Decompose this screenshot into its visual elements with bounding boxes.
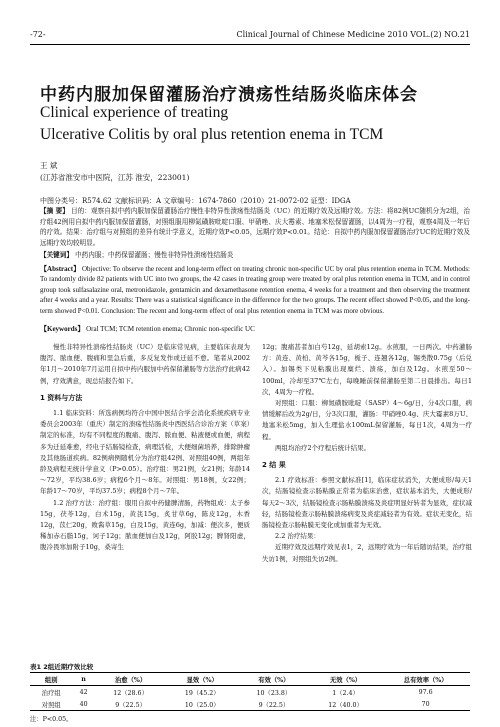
classification-line: 中图分类号：R574.62 文献标识码：A 文章编号：1674-7860（2010）21-0072-02 证型：IDGA (40, 197, 351, 205)
keywords-cn-text: 中药内服；中药保留灌肠；慢性非特异性溃疡性结肠炎 (75, 251, 234, 259)
results-paragraph: 近期疗效及远期疗效见表1，2，远期疗效为一年后随访结果，治疗组失访1例，对照组失访2例。 (262, 543, 472, 563)
table-header-cell: 组别 (44, 676, 58, 684)
journal-name: Clinical Journal of Chinese Medicine 2010 VOL.(2) NO.21 (236, 30, 470, 39)
table-cell: 10（23.8） (256, 689, 292, 697)
table-header-cell: 治愈（%） (114, 676, 147, 684)
treatment-method-paragraph: 1.2 治疗方法：治疗组：服用自拟中药健脾清肠，药物组成：太子参15g，茯苓12g，白术15g，黄芪15g，炙甘草6g，陈皮12g，木香12g，苡仁20g，败酱草15g，白及15g，黄连6g，加减：便次多，便质稀加赤石脂15g，诃子12g；脓血便加白及12g，阿胶12g；脾肾阳虚，腹冷畏寒加附子10g，桑寄生 (40, 498, 250, 552)
table-header-cell: 总有效率（%） (403, 676, 448, 684)
results-heading-paragraph: 2.2 治疗结果： (275, 532, 320, 541)
control-group-paragraph: 对照组：口服：柳氮磺胺吡啶（SASP）4～6g/日，分4次口服，病情缓解后改为2g/日，分3次口服，灌肠：甲硝唑0.4g、庆大霉素8万U、地塞米松5mg，加入生理盐水100mL保留灌肠，每日1次，4周为一疗程。 (262, 399, 472, 441)
author: 王 斌 (40, 161, 58, 170)
keywords-en-text: Oral TCM; TCM retention enema; Chronic non-specific UC (86, 325, 255, 333)
page-number: -72- (30, 30, 46, 39)
table-header-cell: 有效（%） (258, 676, 290, 684)
title-chinese: 中药内服加保留灌肠治疗溃疡性结肠炎临床体会 (40, 85, 418, 105)
efficacy-criteria-paragraph: 2.1 疗效标准：参照文献标准[1]，临床症状消失，大便成形/每天1次，结肠镜检查示肠粘膜正常者为临床治愈，症状基本消失，大便成形/每天2～3次，结肠镜检查示肠粘膜溃疡及炎症明显好转者为显效，症状减轻，结肠镜检查示肠粘膜溃疡病变及炎症减轻者为有效。症状无变化，结肠镜检查示肠粘膜无变化或加重者为无效。 (262, 476, 472, 530)
keywords-chinese (40, 250, 470, 261)
table-row (30, 698, 470, 711)
body-right-column (262, 342, 472, 565)
title-english-line1: Clinical experience of treating (40, 104, 229, 121)
table-cell: 12（40.0） (328, 701, 363, 709)
intro-paragraph: 慢性非特异性溃疡性结肠炎（UC）是临床常见病，主要临床表现为腹泻、脓血便、腹痛和里急后重，多反复发作或迁延不愈。笔者从2002年1月～2010年7月运用自拟中药内服加中药保留灌肠等方法治疗此病42例，疗效满意，现总结报告如下。 (40, 343, 250, 385)
table-cell: 12（28.6） (113, 689, 148, 697)
affiliation: (江苏省淮安市中医院，江苏 淮安，223001) (40, 173, 190, 182)
abstract-english (40, 264, 470, 316)
table-row (30, 686, 470, 699)
efficacy-table (30, 672, 470, 711)
table-header-cell: n (81, 675, 86, 683)
keywords-en-label: 【Keywords】 (40, 325, 85, 333)
table-cell: 9（22.5） (115, 701, 146, 709)
table-header-row (30, 673, 470, 686)
table-cell: 10（25.0） (184, 701, 220, 709)
abstract-cn-text: 目的：观察自拟中药内服加保留灌肠治疗慢性非特异性溃疡性结肠炎（UC）的近期疗效及远期疗效。方法：将82例UC随机分为2组，治疗组42例用自拟中药内服加保留灌肠，对照组服用柳氮磺胺吡啶口服、甲硝唑、庆大霉素、地塞米松保留灌肠，以4周为一疗程，观察4周及一年后的疗效。结果：治疗组与对照组的差异有统计学意义，近期疗效P<0.05，远期疗效P<0.01。结论：自拟中药内服加保留灌肠治疗UC的近期疗效及远期疗效均较明显。 (40, 207, 470, 247)
table-cell: 治疗组 (41, 689, 61, 697)
abstract-en-text: Objective: To observe the recent and long-term effect on treating chronic non-specific UC by oral plus retention enema in TCM. Methods: To randomly divide 82 patients with UC into two groups, the 42 cases in treating group were treated by oral plus retention enema in TCM, and in control group took sulfasalazine oral, metronidazole, gentamicin and dexamethasone retention enema, 4 weeks for a treatment and then observing the treatment after 4 weeks and a year. Results: There was a statistical significance in the difference for the two groups. The recent effect showed P<0.05, and the long-term showed P<0.01. Conclusion: The recent and long-term effect of oral plus retention enema in TCM was more obvious. (40, 265, 470, 315)
body-left-column (40, 342, 250, 554)
clinical-data-paragraph: 1.1 临床资料：所选病例均符合中国中医结合学会消化系统疾病专业委员会2003年（重庆）制定的溃疡性结肠炎中西医结合诊治方案（草案）制定的标准，均有不同程度的腹痛、腹泻、脓血便、粘液便或血便，病程多为迁延难愈，经电子结肠镜检查，病理活检，大便细菌培养，排除肿瘤及其他肠道疾病。82例病例随机分为治疗组42例、对照组40例，两组年龄及病程无统计学意义（P>0.05）。治疗组：男21例，女21例；年龄14～72岁，平均38.6岁；病程6个月～8年。对照组：男18例，女22例；年龄17～70岁，平均37.5岁；病程8个月～7年。 (40, 409, 250, 496)
abstract-en-label: 【Abstract】 (40, 265, 81, 273)
table-cell: 97.6 (418, 688, 433, 696)
table-header-cell: 无效（%） (329, 676, 362, 684)
table-cell: 19（45.2） (184, 689, 220, 697)
keywords-cn-label: 【关键词】 (40, 251, 73, 259)
table-cell: 40 (79, 700, 88, 708)
section-heading-results: 2 结 果 (262, 461, 286, 470)
table-cell: 42 (79, 688, 88, 696)
treatment-continued-paragraph: 12g；腹痛甚者加白芍12g，延胡索12g。水煎服，一日两次。中药灌肠方：黄连、黄柏、黄芩各15g，栀子、连翘各12g，锡类散0.75g（后兑入）。加锡类下见粘膜出现糜烂、溃疡，加白及12g。水煎至50～100ml，冷却至37℃左右，每晚睡前保留灌肠至第二日晨排出。每日1次，4周为一疗程。 (262, 343, 472, 396)
title-english-line2: Ulcerative Colitis by oral plus retention enema in TCM (40, 126, 384, 143)
observation-paragraph: 两组均治疗2个疗程后统计结果。 (275, 443, 371, 452)
running-header (30, 30, 470, 45)
section-heading-materials: 1 资料与方法 (40, 393, 83, 402)
table-cell: 70 (421, 700, 430, 708)
table-cell: 9（22.5） (258, 701, 290, 709)
table-header-cell: 显效（%） (186, 676, 218, 684)
table-note: 注：P<0.05。 (30, 716, 73, 723)
keywords-english (40, 324, 470, 335)
abstract-cn-label: 【摘 要】 (40, 207, 69, 215)
table-cell: 对照组 (41, 701, 61, 709)
table-cell: 1（2.4） (332, 689, 359, 697)
table-caption: 表1 2组近期疗效比较 (30, 663, 94, 671)
abstract-chinese (40, 206, 470, 248)
